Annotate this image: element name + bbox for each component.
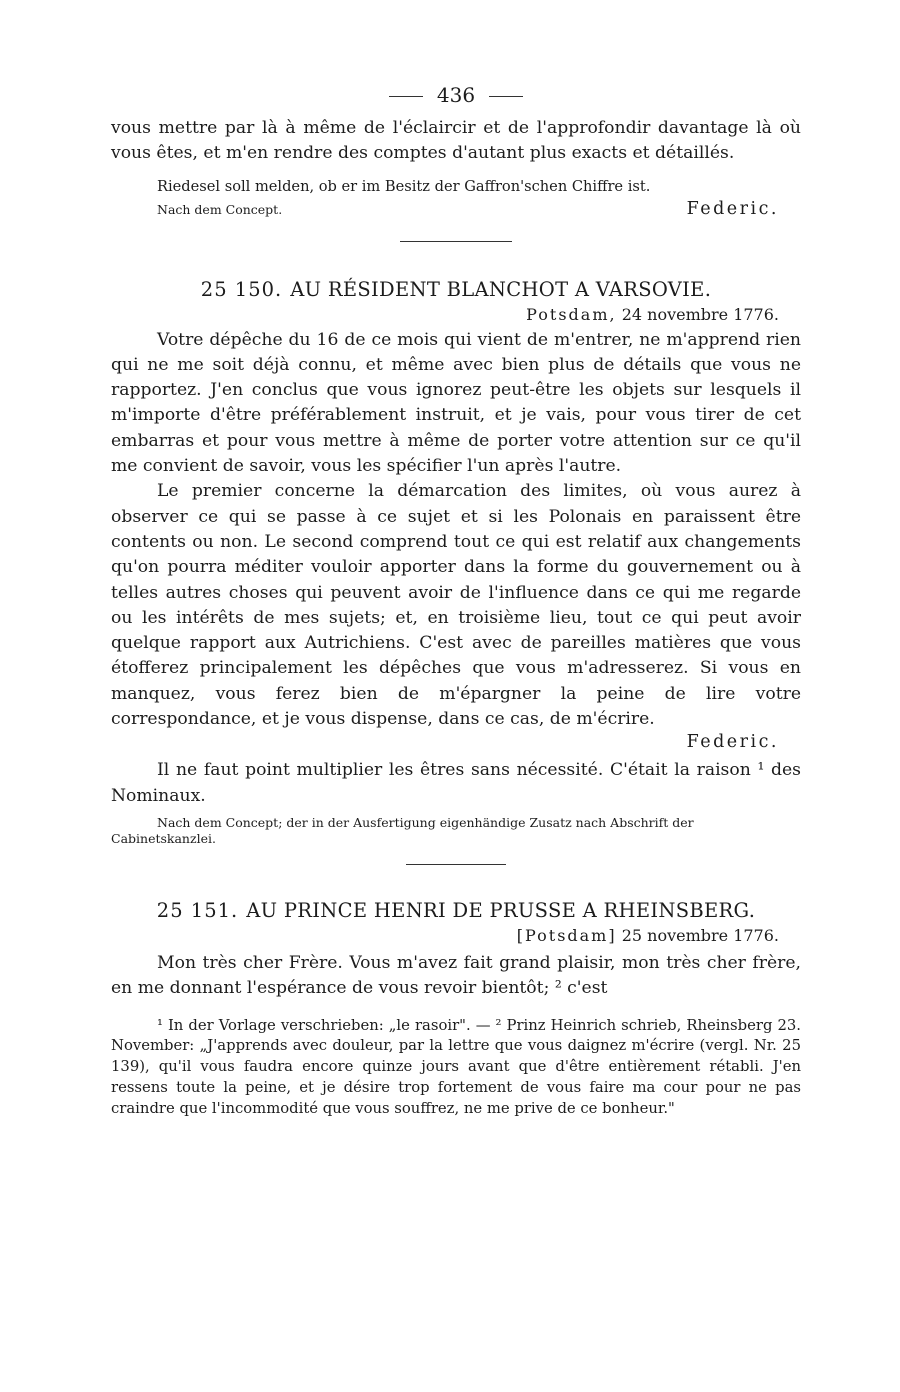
letter-paragraph: Votre dépêche du 16 de ce mois qui vient de m'entrer, ne m'apprend rien qui ne me soit déjà connu, et même avec bien plus de détails que vous ne rapportez. J'en conclus que vous ignorez peut-être les objets sur lesquels il m'importe d'être préférablement instruit, et je vais, pour vous tirer de cet embarras et pour vous mettre à même de porter votre attention sur ce qu'il me convient de savoir, vous les spécifier l'un après l'autre.: [111, 329, 801, 477]
letter-dateline: [111, 925, 801, 947]
editorial-note: Riedesel soll melden, ob er im Besitz der Gaffron'schen Chiffre ist.: [157, 177, 651, 195]
section-divider: [400, 241, 512, 242]
signature-row: [111, 199, 801, 219]
source-note: Nach dem Concept.: [157, 201, 283, 217]
letter-title: AU PRINCE HENRI DE PRUSSE A RHEINSBERG.: [246, 898, 756, 922]
letter-number: 25 150.: [200, 277, 283, 301]
signature: Federic.: [686, 732, 779, 753]
letter-date: 24 novembre 1776.: [621, 304, 779, 324]
letter-paragraph: Mon très cher Frère. Vous m'avez fait grand plaisir, mon très cher frère, en me donnant l'espérance de vous revoir bientôt; ² c'est: [111, 952, 801, 999]
letter-dateline: [111, 304, 801, 326]
continuation-paragraph: vous mettre par là à même de l'éclaircir et de l'approfondir davantage là où vous êtes, et m'en rendre des comptes d'autant plus exacts et détaillés.: [111, 118, 801, 164]
letter-title: AU RÉSIDENT BLANCHOT A VARSOVIE.: [290, 277, 712, 301]
header-dash-left: [389, 96, 423, 97]
section-divider: [406, 864, 506, 865]
page-number-header: [111, 80, 801, 110]
signature-row: [111, 732, 801, 752]
letter-heading: [111, 276, 801, 304]
page-number: 436: [436, 83, 476, 107]
header-dash-right: [489, 96, 523, 97]
letter-paragraph: Le premier concerne la démarcation des limites, où vous aurez à observer ce qui se passe à ce sujet et si les Polonais en paraissent être contents ou non. Le second comprend tout ce qui est relatif aux changements qu'on pourra méditer vouloir apporter dans la forme du gouvernement ou à telles autres choses qui peuvent avoir de l'influence dans ce qui me regarde ou les intérêts de mes sujets; et, en troisième lieu, tout ce qui peut avoir quelque rapport aux Autrichiens. C'est avec de pareilles matières que vous étofferez principalement les dépêches que vous m'adresserez. Si vous en manquez, vous ferez bien de m'épargner la peine de lire votre correspondance, et je vous dispense, dans ce cas, de m'écrire.: [111, 481, 801, 730]
letter-place: Potsdam,: [526, 304, 617, 324]
footnotes: ¹ In der Vorlage verschrieben: „le rasoir". — ² Prinz Heinrich schrieb, Rheinsberg 23. November: „J'apprends avec douleur, par la lettre que vous daignez m'écrire (vergl. Nr. 25 139), qu'il vous faudra encore quinze jours avant que d'être entièrement rétabli. J'en ressens toute la peine, et je désire trop fortement de vous faire ma cour pour ne pas craindre que l'incommodité que vous souffrez, ne me prive de ce bonheur.": [111, 1016, 801, 1117]
source-note: Nach dem Concept; der in der Ausfertigung eigenhändige Zusatz nach Abschrift der Cabinetskanzlei.: [111, 814, 694, 847]
postscript-paragraph: Il ne faut point multiplier les êtres sans nécessité. C'était la raison ¹ des Nominaux.: [111, 760, 801, 806]
document-page: [111, 80, 801, 1120]
letter-place: [Potsdam]: [516, 925, 617, 945]
letter-date: 25 novembre 1776.: [621, 925, 779, 945]
signature: Federic.: [686, 198, 779, 219]
letter-heading: [111, 897, 801, 925]
letter-number: 25 151.: [156, 898, 239, 922]
